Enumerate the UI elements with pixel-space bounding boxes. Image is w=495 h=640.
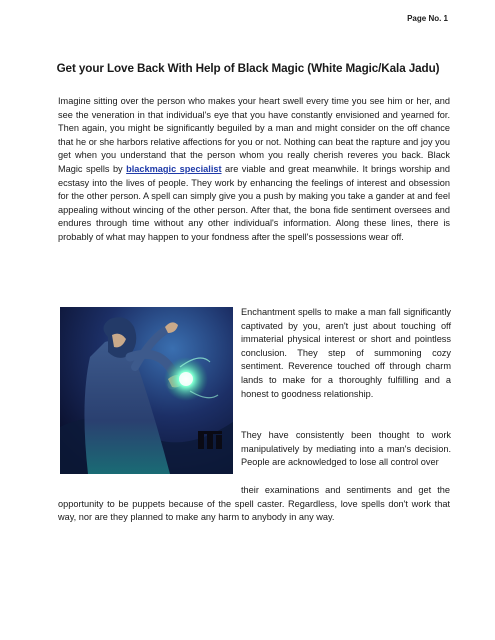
paragraph-intro (58, 95, 450, 245)
page-number: Page No. 1 (407, 14, 448, 23)
paragraph-enchantment: Enchantment spells to make a man fall significantly captivated by you, aren't just about touching off immaterial physical interest or short and pointless conclusion. They step of summoning cozy sentiment. Reverence touched off through charm lands to make for a thoroughly fulfilling and a honest to goodness relationship. (241, 307, 451, 399)
article-title: Get your Love Back With Help of Black Magic (White Magic/Kala Jadu) (56, 62, 440, 75)
intro-text-before-link: Imagine sitting over the person who makes your heart swell every time you see him or her, and see the veneration in that individual's eye that you have constantly envisioned and yearned for. Then again, you might be significantly beguiled by a man and might consider on the off chance that he or she harbors relative affections for you or not. Nothing can beat the rapture and joy you get when you understand that the person whom you really cherish reveres you back. Black Magic spells by (58, 96, 450, 174)
intro-text-after-link: are viable and great meanwhile. It brings worship and ecstasy into the lives of people. They work by enhancing the feelings of interest and obsession for the other person. A spell can simply give you a push by making you take a gander at and feel appealing without wincing of the other person. After that, the bona fide sentiment oversees and endures through time without any other individual's information. Along these lines, there is probably of what may happen to your fondness after the spell's possessions wear off. (58, 163, 450, 242)
paragraph-manipulation: They have consistently been thought to work manipulatively by mediating into a man's decision. People are acknowledged to lose all control over (241, 430, 451, 468)
sorceress-illustration (60, 307, 233, 474)
paragraph-conclusion: their examinations and sentiments and get the opportunity to be puppets because of the spell caster. Regardless, love spells don't work that way, nor are they planned to make any harm to anybody in any way. (58, 485, 450, 523)
blackmagic-specialist-link[interactable]: blackmagic specialist (126, 163, 222, 174)
